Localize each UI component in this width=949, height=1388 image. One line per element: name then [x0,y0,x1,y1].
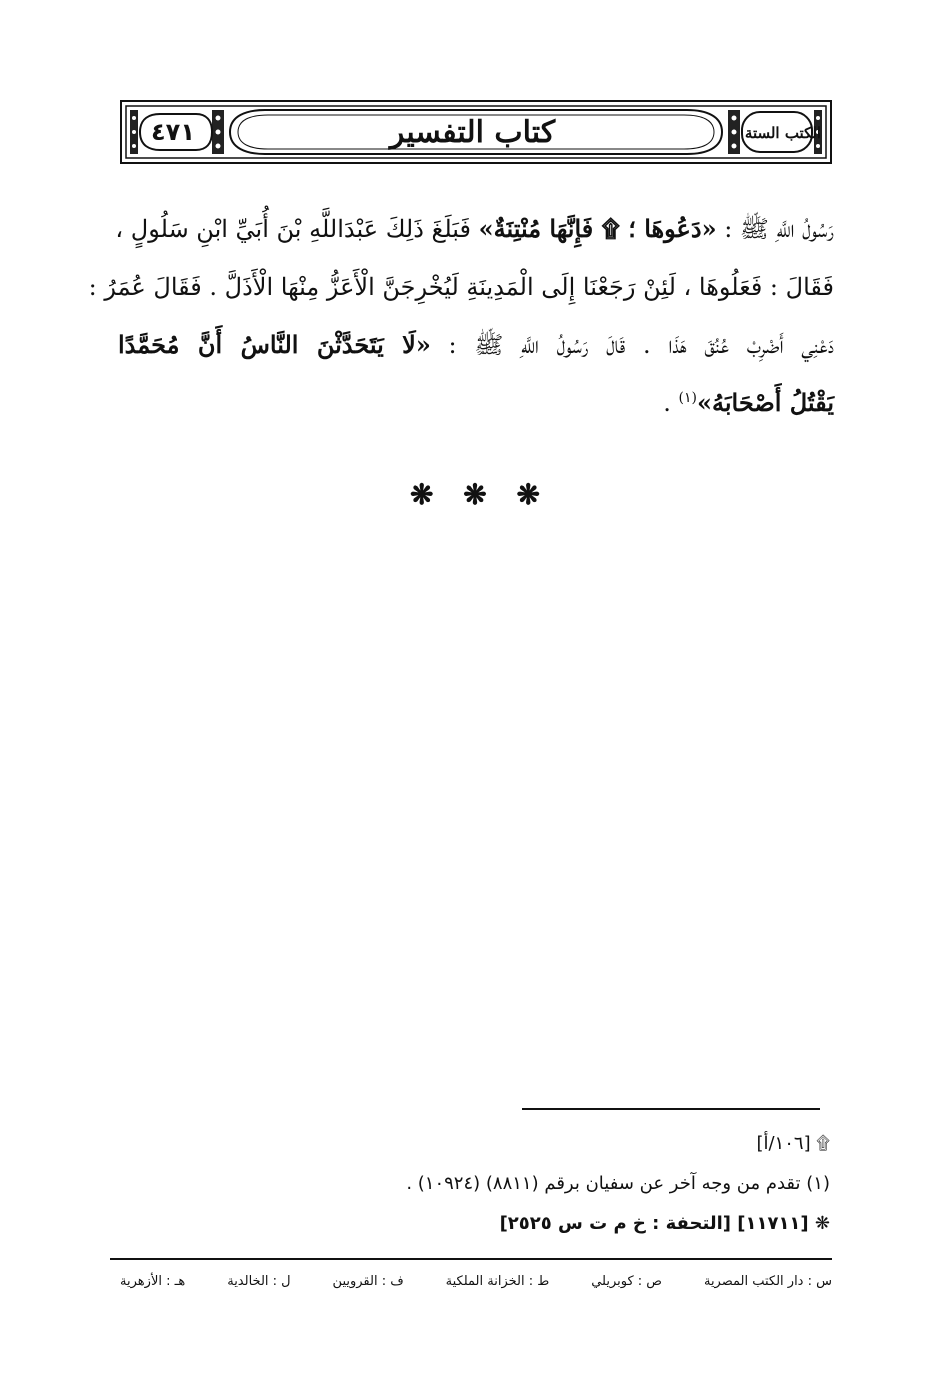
legend-item: س : دار الكتب المصرية [703,1273,832,1289]
manuscript-folio-note: ۩ [١٠٦/أ] [756,1133,830,1154]
footnote-divider [522,1108,820,1110]
hadith-quote: «دَعُوهَا ؛ ۩ فَإِنَّهَا مُنْتِنَةٌ» [478,214,717,243]
hadith-reference: ❋ [١١٧١١] [التحفة : خ م ت س ٢٥٢٥] [499,1213,830,1234]
legend-item: هـ : الأزهرية [120,1273,186,1289]
hadith-quote: «لَا يَتَحَدَّثْنَ النَّاسُ أَنَّ مُحَمَّدًا [118,330,431,359]
text-line [118,374,834,432]
section-separator: ❋ ❋ ❋ [410,478,550,511]
text-line [115,200,834,258]
chapter-title: كتاب التفسير [389,114,556,150]
page-number: ٤٧١ [151,118,195,146]
footnotes [300,1124,830,1244]
text-line [118,316,834,374]
series-logo: الكتب الستة [744,124,822,142]
legend-divider [110,1258,832,1260]
footnote-reference: (١) [678,390,697,406]
text-segment: دَعْنِي أَضْرِبْ عُنُقَ هَذَا . قَالَ رَسُولُ اللَّهِ ﷺ : [430,331,834,359]
text-segment: فَقَالَ : فَعَلُوهَا ، لَئِنْ رَجَعْنَا إِلَى الْمَدِينَةِ لَيُخْرِجَنَّ الْأَعَزُّ مِنْهَا الْأَذَلَّ . فَقَالَ عُمَرُ : [88,273,834,301]
main-text [88,200,834,432]
legend-item: ط : الخزانة الملكية [445,1273,550,1289]
text-segment: . [663,389,679,417]
text-segment: رَسُولُ اللَّهِ ﷺ : [716,215,834,243]
footnote: (١) تقدم من وجه آخر عن سفيان برقم (٨٨١١) (١٠٩٢٤) . [406,1173,830,1194]
text-line [88,258,834,316]
legend-item: ل : الخالدية [227,1273,291,1289]
legend-item: ص : كوبريلي [591,1273,663,1289]
manuscript-legend [120,1264,832,1298]
legend-item: ف : القرويين [332,1273,404,1289]
text-segment: فَبَلَغَ ذَلِكَ عَبْدَاللَّهِ بْنَ أُبَيِّ ابْنِ سَلُولٍ ، [115,215,479,243]
hadith-quote: يَقْتُلُ أَصْحَابَهُ» [697,388,834,417]
